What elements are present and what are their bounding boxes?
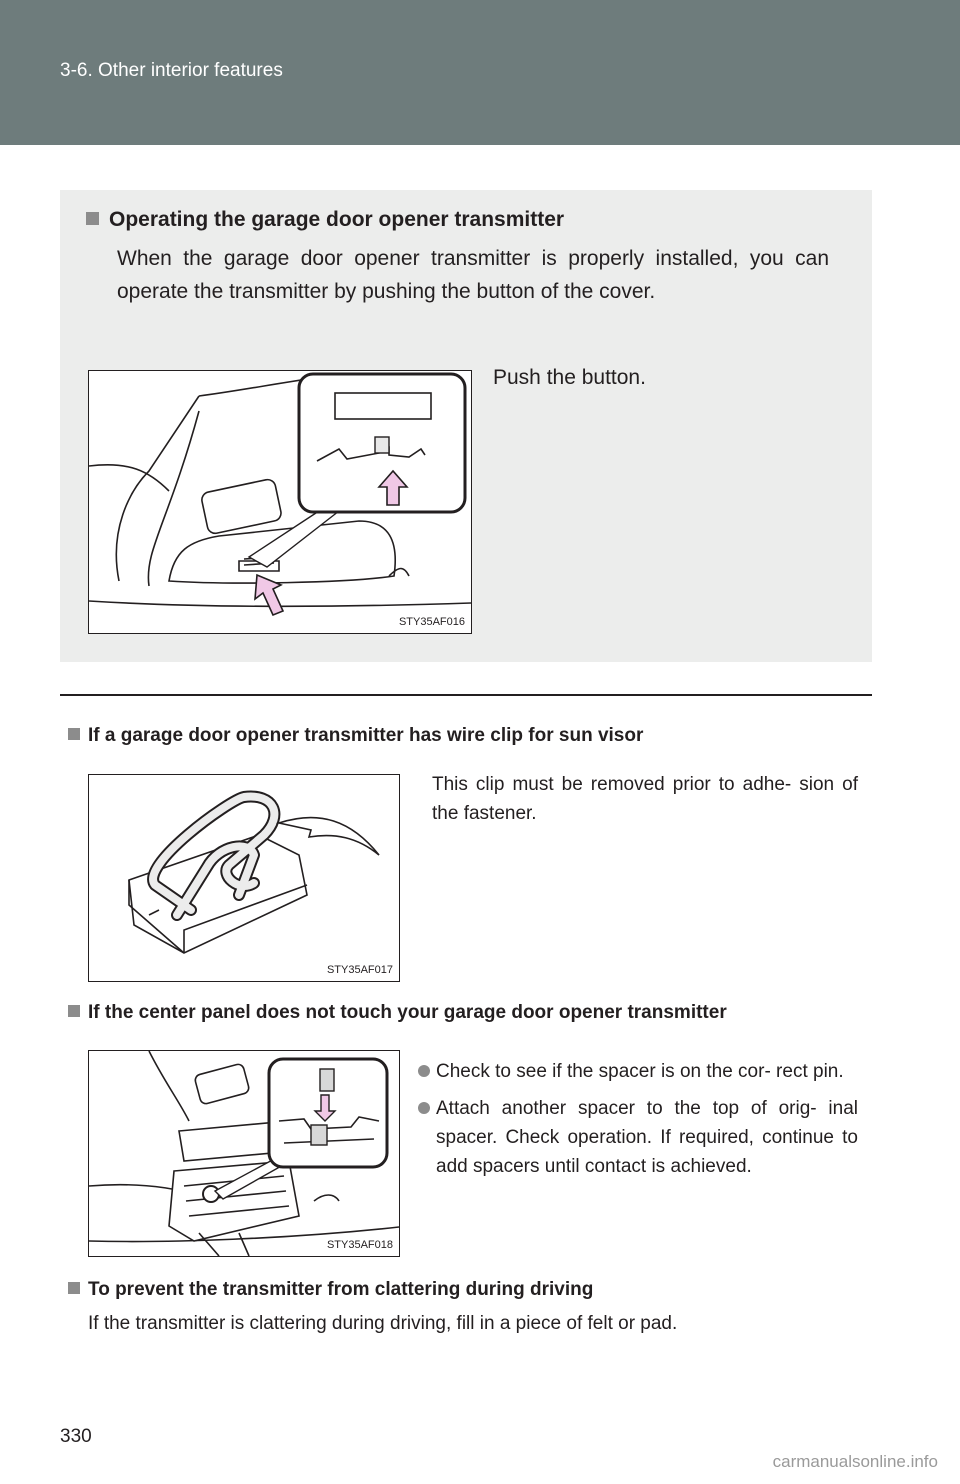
wire-clip-text: This clip must be removed prior to adhe- sion of the fastener. xyxy=(432,774,858,824)
page-header xyxy=(0,0,960,145)
box-heading xyxy=(86,208,564,232)
center-panel-heading-text: If the center panel does not touch your garage door opener transmitter xyxy=(88,1002,727,1023)
center-panel-illustration xyxy=(89,1051,399,1256)
figure-code: STY35AF017 xyxy=(326,964,393,976)
square-bullet-icon xyxy=(68,728,80,740)
box-paragraph: When the garage door opener transmitter is properly installed, you can operate the transmitter by pushing the button of the cover. xyxy=(117,247,829,303)
center-panel-heading xyxy=(68,1002,727,1024)
list-item xyxy=(418,1094,858,1181)
wire-clip-illustration xyxy=(89,775,399,981)
box-title-text: Operating the garage door opener transmitter xyxy=(109,208,565,231)
square-bullet-icon xyxy=(68,1282,80,1294)
figure-code: STY35AF018 xyxy=(326,1239,393,1251)
square-bullet-icon xyxy=(86,212,99,225)
watermark: carmanualsonline.info xyxy=(772,1452,938,1471)
clattering-text: If the transmitter is clattering during driving, fill in a piece of felt or pad. xyxy=(88,1313,678,1334)
section-divider xyxy=(60,694,872,696)
round-bullet-icon xyxy=(418,1065,430,1077)
list-item-text: Check to see if the spacer is on the cor- rect pin. xyxy=(436,1061,844,1082)
figure-overhead-console xyxy=(88,370,472,634)
clattering-heading xyxy=(68,1279,593,1301)
figure-center-panel xyxy=(88,1050,400,1257)
operating-box xyxy=(60,190,872,662)
overhead-console-illustration xyxy=(89,371,471,633)
round-bullet-icon xyxy=(418,1102,430,1114)
page-number: 330 xyxy=(60,1426,92,1447)
list-item-text: Attach another spacer to the top of orig- inal spacer. Check operation. If required, continue to add spacers until contact is achieved. xyxy=(436,1098,858,1177)
list-item xyxy=(418,1057,858,1086)
figure-wire-clip xyxy=(88,774,400,982)
wire-clip-heading-text: If a garage door opener transmitter has wire clip for sun visor xyxy=(88,725,644,746)
push-caption: Push the button. xyxy=(493,366,646,389)
section-title: 3-6. Other interior features xyxy=(60,60,283,81)
clattering-heading-text: To prevent the transmitter from clattering during driving xyxy=(88,1279,594,1300)
square-bullet-icon xyxy=(68,1005,80,1017)
center-panel-bullets xyxy=(418,1057,858,1189)
wire-clip-heading xyxy=(68,725,643,747)
figure-code: STY35AF016 xyxy=(398,616,465,628)
